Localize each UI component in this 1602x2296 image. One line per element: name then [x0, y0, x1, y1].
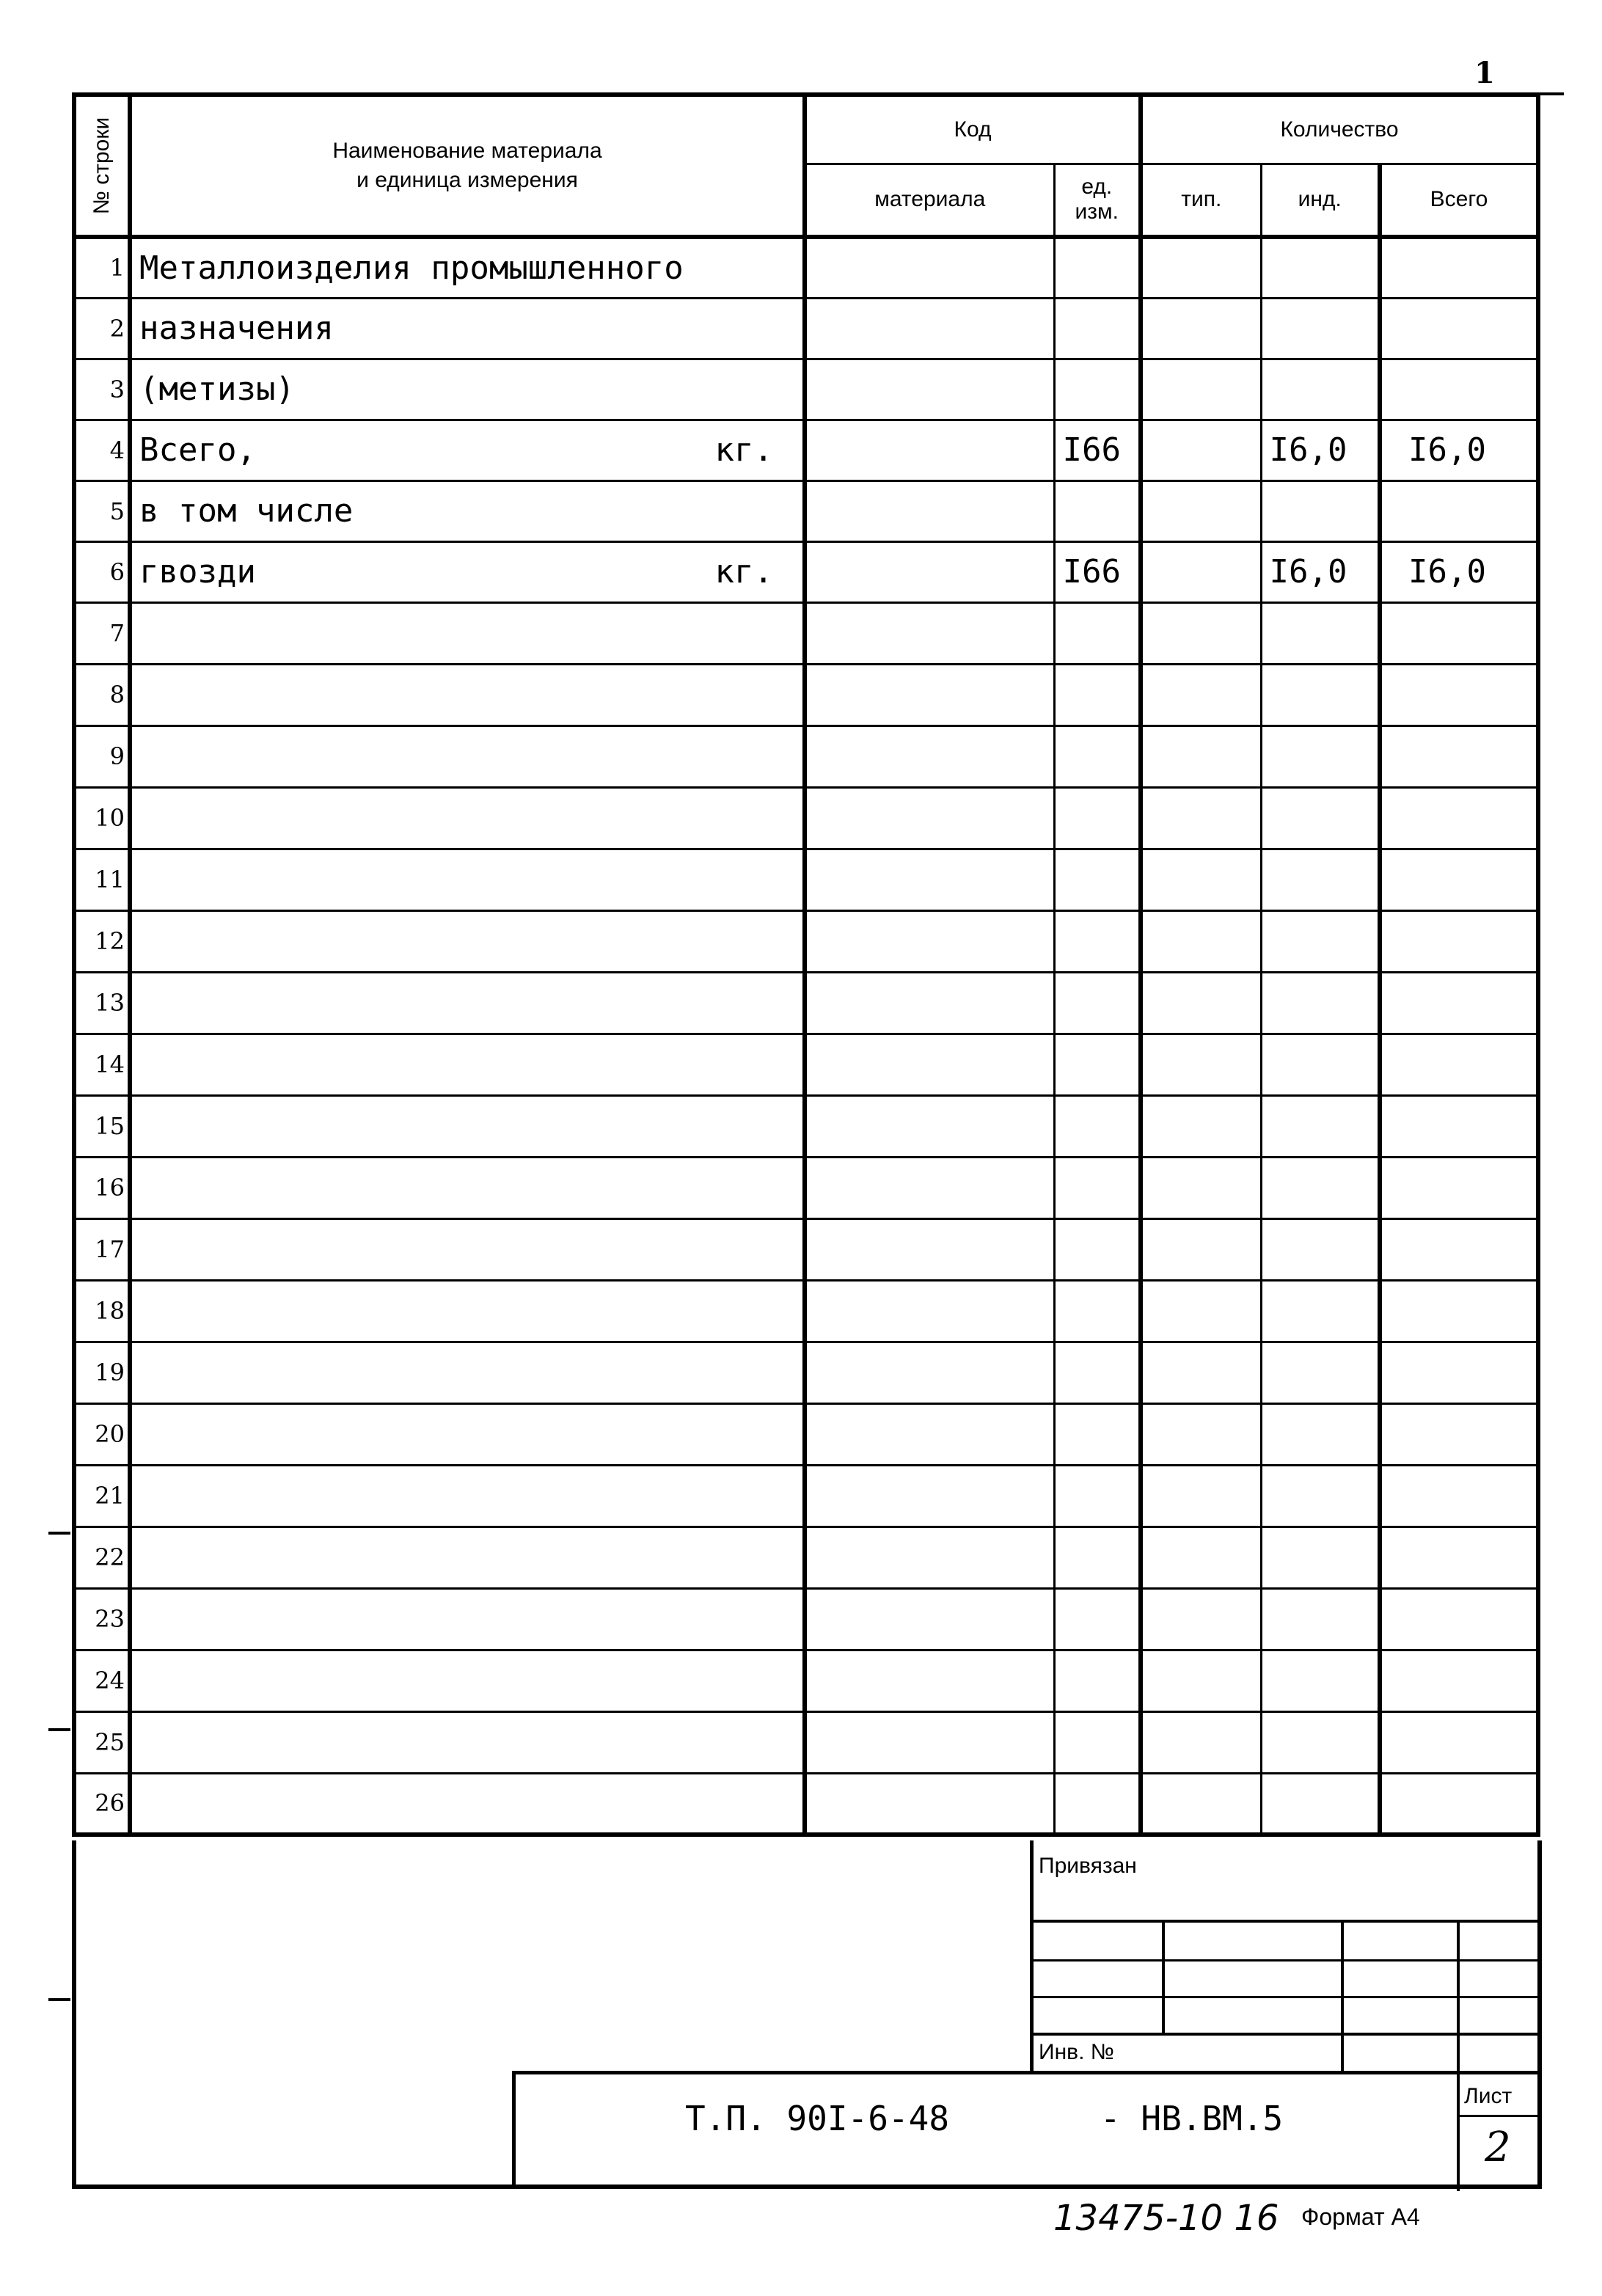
material-name: (метизы): [139, 370, 295, 408]
material-name-cell: [130, 725, 805, 787]
unit-code-cell: [1054, 1527, 1141, 1588]
material-name-cell: [130, 237, 805, 298]
ind-cell: [1261, 1034, 1380, 1095]
quantity-header: Количество: [1141, 95, 1538, 164]
row-number: 26: [74, 1773, 130, 1835]
unit-code-cell: I66: [1054, 541, 1141, 602]
unit-code-cell: [1054, 725, 1141, 787]
material-code-cell: [805, 1465, 1054, 1527]
ind-cell: [1261, 910, 1380, 972]
material-code-cell: [805, 664, 1054, 725]
total-cell: [1380, 1527, 1538, 1588]
material-name: гвозди: [139, 553, 256, 591]
material-code-cell: [805, 602, 1054, 664]
material-code-cell: [805, 849, 1054, 910]
format-label: Формат А4: [1301, 2204, 1420, 2230]
document-code: Т.П. 90I-6-48: [685, 2099, 950, 2138]
material-name-cell: [130, 910, 805, 972]
material-name-cell: [130, 420, 805, 480]
typ-cell: [1141, 972, 1261, 1034]
material-code-cell: [805, 910, 1054, 972]
total-cell: [1380, 237, 1538, 298]
ind-cell: [1261, 849, 1380, 910]
typ-cell: [1141, 725, 1261, 787]
material-name-cell: [130, 1280, 805, 1342]
typ-cell: [1141, 1034, 1261, 1095]
total-cell: [1380, 1034, 1538, 1095]
row-number: 21: [74, 1465, 130, 1527]
material-name-cell: [130, 849, 805, 910]
total-cell: [1380, 480, 1538, 541]
unit-code-cell: [1054, 1465, 1141, 1527]
typ-cell: [1141, 1773, 1261, 1835]
row-number: 4: [74, 420, 130, 480]
ind-cell: [1261, 1527, 1380, 1588]
row-number: 16: [74, 1157, 130, 1218]
total-cell: [1380, 1342, 1538, 1403]
ind-cell: [1261, 298, 1380, 359]
material-name: назначения: [139, 310, 334, 347]
total-cell: [1380, 1157, 1538, 1218]
total-cell: [1380, 725, 1538, 787]
table-row: [74, 1588, 1538, 1650]
unit-code-cell: [1054, 1650, 1141, 1711]
total-cell: [1380, 787, 1538, 849]
material-code-cell: [805, 1034, 1054, 1095]
ind-cell: I6,0: [1261, 541, 1380, 602]
table-row: [74, 298, 1538, 359]
material-name-cell: [130, 1711, 805, 1773]
table-row: [74, 602, 1538, 664]
ind-cell: [1261, 1465, 1380, 1527]
total-cell: [1380, 1773, 1538, 1835]
material-code-cell: [805, 1527, 1054, 1588]
ind-cell: [1261, 725, 1380, 787]
row-number: 6: [74, 541, 130, 602]
total-cell: I6,0: [1380, 420, 1538, 480]
total-cell: [1380, 664, 1538, 725]
total-cell: [1380, 1650, 1538, 1711]
archive-number: 13475-10 16: [1053, 2198, 1279, 2239]
typ-cell: [1141, 1527, 1261, 1588]
typ-cell: [1141, 1095, 1261, 1157]
total-cell: I6,0: [1380, 541, 1538, 602]
table-row: [74, 420, 1538, 480]
row-number: 19: [74, 1342, 130, 1403]
total-cell: [1380, 1280, 1538, 1342]
unit-code-cell: [1054, 664, 1141, 725]
table-row: [74, 787, 1538, 849]
typ-cell: [1141, 910, 1261, 972]
typ-cell: [1141, 602, 1261, 664]
total-cell: [1380, 359, 1538, 420]
material-code-cell: [805, 480, 1054, 541]
unit-code-cell: [1054, 849, 1141, 910]
typ-cell: [1141, 1403, 1261, 1465]
unit-code-cell: [1054, 1403, 1141, 1465]
row-number-header: № строки: [74, 95, 130, 237]
row-number: 20: [74, 1403, 130, 1465]
total-cell: [1380, 1218, 1538, 1280]
material-name-cell: [130, 1095, 805, 1157]
material-code-cell: [805, 1588, 1054, 1650]
table-row: [74, 849, 1538, 910]
material-unit: кг.: [714, 431, 773, 469]
table-row: [74, 1280, 1538, 1342]
typ-cell: [1141, 1711, 1261, 1773]
row-number: 15: [74, 1095, 130, 1157]
page-mark: 1: [1474, 56, 1495, 90]
sheet-label: Лист: [1464, 2084, 1513, 2108]
row-number: 8: [74, 664, 130, 725]
material-code-cell: [805, 298, 1054, 359]
table-row: [74, 1034, 1538, 1095]
row-number: 22: [74, 1527, 130, 1588]
typ-cell: [1141, 849, 1261, 910]
margin-tick: [48, 1728, 70, 1731]
unit-code-header: ед. изм.: [1054, 164, 1141, 237]
ind-cell: [1261, 664, 1380, 725]
typ-cell: [1141, 787, 1261, 849]
material-code-cell: [805, 1280, 1054, 1342]
material-name-cell: [130, 1157, 805, 1218]
table-row: [74, 1342, 1538, 1403]
total-cell: [1380, 1711, 1538, 1773]
material-code-cell: [805, 1095, 1054, 1157]
table-row: [74, 1527, 1538, 1588]
unit-code-cell: [1054, 1280, 1141, 1342]
ind-cell: [1261, 1650, 1380, 1711]
material-name-cell: [130, 1403, 805, 1465]
document-code-suffix: - НВ.ВМ.5: [1100, 2099, 1284, 2138]
typ-header: тип.: [1141, 164, 1261, 237]
table-row: [74, 1773, 1538, 1835]
typ-cell: [1141, 1465, 1261, 1527]
row-number: 3: [74, 359, 130, 420]
material-name-cell: [130, 972, 805, 1034]
total-cell: [1380, 972, 1538, 1034]
material-name-cell: [130, 359, 805, 420]
ind-cell: [1261, 1711, 1380, 1773]
frame-top-extension: [1537, 92, 1564, 95]
material-code-cell: [805, 787, 1054, 849]
material-code-cell: [805, 1650, 1054, 1711]
row-number: 5: [74, 480, 130, 541]
total-cell: [1380, 1588, 1538, 1650]
unit-code-cell: [1054, 910, 1141, 972]
total-cell: [1380, 602, 1538, 664]
table-row: [74, 1157, 1538, 1218]
unit-code-cell: [1054, 1095, 1141, 1157]
material-name-cell: [130, 1527, 805, 1588]
material-name-cell: [130, 1218, 805, 1280]
unit-code-cell: [1054, 1342, 1141, 1403]
unit-code-cell: [1054, 1218, 1141, 1280]
unit-code-cell: [1054, 298, 1141, 359]
unit-code-cell: [1054, 1034, 1141, 1095]
typ-cell: [1141, 420, 1261, 480]
material-name-cell: [130, 541, 805, 602]
material-code-cell: [805, 420, 1054, 480]
material-code-cell: [805, 1342, 1054, 1403]
typ-cell: [1141, 1650, 1261, 1711]
table-row: [74, 359, 1538, 420]
material-name-cell: [130, 1773, 805, 1835]
sheet-number: 2: [1485, 2124, 1511, 2171]
material-name: Металлоизделия промышленного: [139, 249, 684, 287]
table-row: [74, 972, 1538, 1034]
ind-cell: [1261, 602, 1380, 664]
row-number: 7: [74, 602, 130, 664]
typ-cell: [1141, 1157, 1261, 1218]
typ-cell: [1141, 480, 1261, 541]
table-row: [74, 910, 1538, 972]
ind-cell: [1261, 1218, 1380, 1280]
ind-cell: [1261, 1773, 1380, 1835]
unit-code-cell: [1054, 787, 1141, 849]
name-header: [130, 95, 805, 237]
unit-code-cell: [1054, 972, 1141, 1034]
material-code-cell: [805, 725, 1054, 787]
typ-cell: [1141, 1280, 1261, 1342]
material-code-cell: [805, 972, 1054, 1034]
title-block: [72, 1840, 1542, 2189]
material-name-cell: [130, 298, 805, 359]
material-name-cell: [130, 480, 805, 541]
ind-cell: [1261, 787, 1380, 849]
material-code-cell: [805, 359, 1054, 420]
row-number: 12: [74, 910, 130, 972]
material-name-cell: [130, 1465, 805, 1527]
typ-cell: [1141, 298, 1261, 359]
row-number: 13: [74, 972, 130, 1034]
ind-header: инд.: [1261, 164, 1380, 237]
unit-code-cell: [1054, 1157, 1141, 1218]
ind-cell: [1261, 1403, 1380, 1465]
row-number: 10: [74, 787, 130, 849]
inv-no-label: Инв. №: [1039, 2040, 1114, 2064]
unit-code-cell: [1054, 237, 1141, 298]
table-row: [74, 541, 1538, 602]
typ-cell: [1141, 359, 1261, 420]
material-code-cell: [805, 1218, 1054, 1280]
typ-cell: [1141, 541, 1261, 602]
material-name-cell: [130, 1342, 805, 1403]
row-number: 23: [74, 1588, 130, 1650]
name-header-line2: и единица измерения: [356, 168, 578, 192]
code-header: Код: [805, 95, 1141, 164]
materials-table: [72, 92, 1540, 1837]
unit-code-cell: [1054, 602, 1141, 664]
unit-code-cell: [1054, 1711, 1141, 1773]
material-code-header: материала: [805, 164, 1054, 237]
typ-cell: [1141, 237, 1261, 298]
row-number: 25: [74, 1711, 130, 1773]
total-cell: [1380, 1403, 1538, 1465]
total-header: Всего: [1380, 164, 1538, 237]
bound-label: Привязан: [1039, 1854, 1137, 1878]
material-code-cell: [805, 541, 1054, 602]
row-number: 14: [74, 1034, 130, 1095]
ind-cell: [1261, 1588, 1380, 1650]
row-number: 2: [74, 298, 130, 359]
material-name-cell: [130, 664, 805, 725]
unit-code-cell: [1054, 480, 1141, 541]
ind-cell: [1261, 480, 1380, 541]
table-row: [74, 1711, 1538, 1773]
margin-tick: [48, 1532, 70, 1535]
table-row: [74, 480, 1538, 541]
table-row: [74, 1465, 1538, 1527]
typ-cell: [1141, 1342, 1261, 1403]
unit-code-cell: [1054, 1773, 1141, 1835]
ind-cell: [1261, 1157, 1380, 1218]
row-number: 11: [74, 849, 130, 910]
margin-tick: [48, 1998, 70, 2001]
material-name-cell: [130, 602, 805, 664]
table-row: [74, 664, 1538, 725]
ind-cell: [1261, 1342, 1380, 1403]
ind-cell: [1261, 1095, 1380, 1157]
row-number: 9: [74, 725, 130, 787]
material-name-cell: [130, 1034, 805, 1095]
row-number: 18: [74, 1280, 130, 1342]
material-code-cell: [805, 237, 1054, 298]
ind-cell: [1261, 1280, 1380, 1342]
name-header-line1: Наименование материала: [332, 139, 602, 163]
typ-cell: [1141, 1588, 1261, 1650]
material-code-cell: [805, 1157, 1054, 1218]
table-row: [74, 1095, 1538, 1157]
table-row: [74, 725, 1538, 787]
ind-cell: [1261, 359, 1380, 420]
material-name: в том числе: [139, 492, 354, 530]
unit-code-cell: [1054, 1588, 1141, 1650]
unit-code-cell: [1054, 359, 1141, 420]
typ-cell: [1141, 664, 1261, 725]
material-code-cell: [805, 1403, 1054, 1465]
material-code-cell: [805, 1773, 1054, 1835]
total-cell: [1380, 910, 1538, 972]
material-name-cell: [130, 1650, 805, 1711]
unit-code-cell: I66: [1054, 420, 1141, 480]
total-cell: [1380, 1465, 1538, 1527]
table-row: [74, 1403, 1538, 1465]
row-number: 1: [74, 237, 130, 298]
material-name: Всего,: [139, 431, 256, 469]
row-number: 24: [74, 1650, 130, 1711]
ind-cell: [1261, 972, 1380, 1034]
row-number: 17: [74, 1218, 130, 1280]
total-cell: [1380, 849, 1538, 910]
total-cell: [1380, 298, 1538, 359]
total-cell: [1380, 1095, 1538, 1157]
material-name-cell: [130, 787, 805, 849]
table-row: [74, 1218, 1538, 1280]
ind-cell: [1261, 237, 1380, 298]
table-row: [74, 237, 1538, 298]
table-row: [74, 1650, 1538, 1711]
stamp-divider: [1030, 1840, 1034, 2072]
material-name-cell: [130, 1588, 805, 1650]
material-code-cell: [805, 1711, 1054, 1773]
typ-cell: [1141, 1218, 1261, 1280]
ind-cell: I6,0: [1261, 420, 1380, 480]
material-unit: кг.: [714, 553, 773, 591]
